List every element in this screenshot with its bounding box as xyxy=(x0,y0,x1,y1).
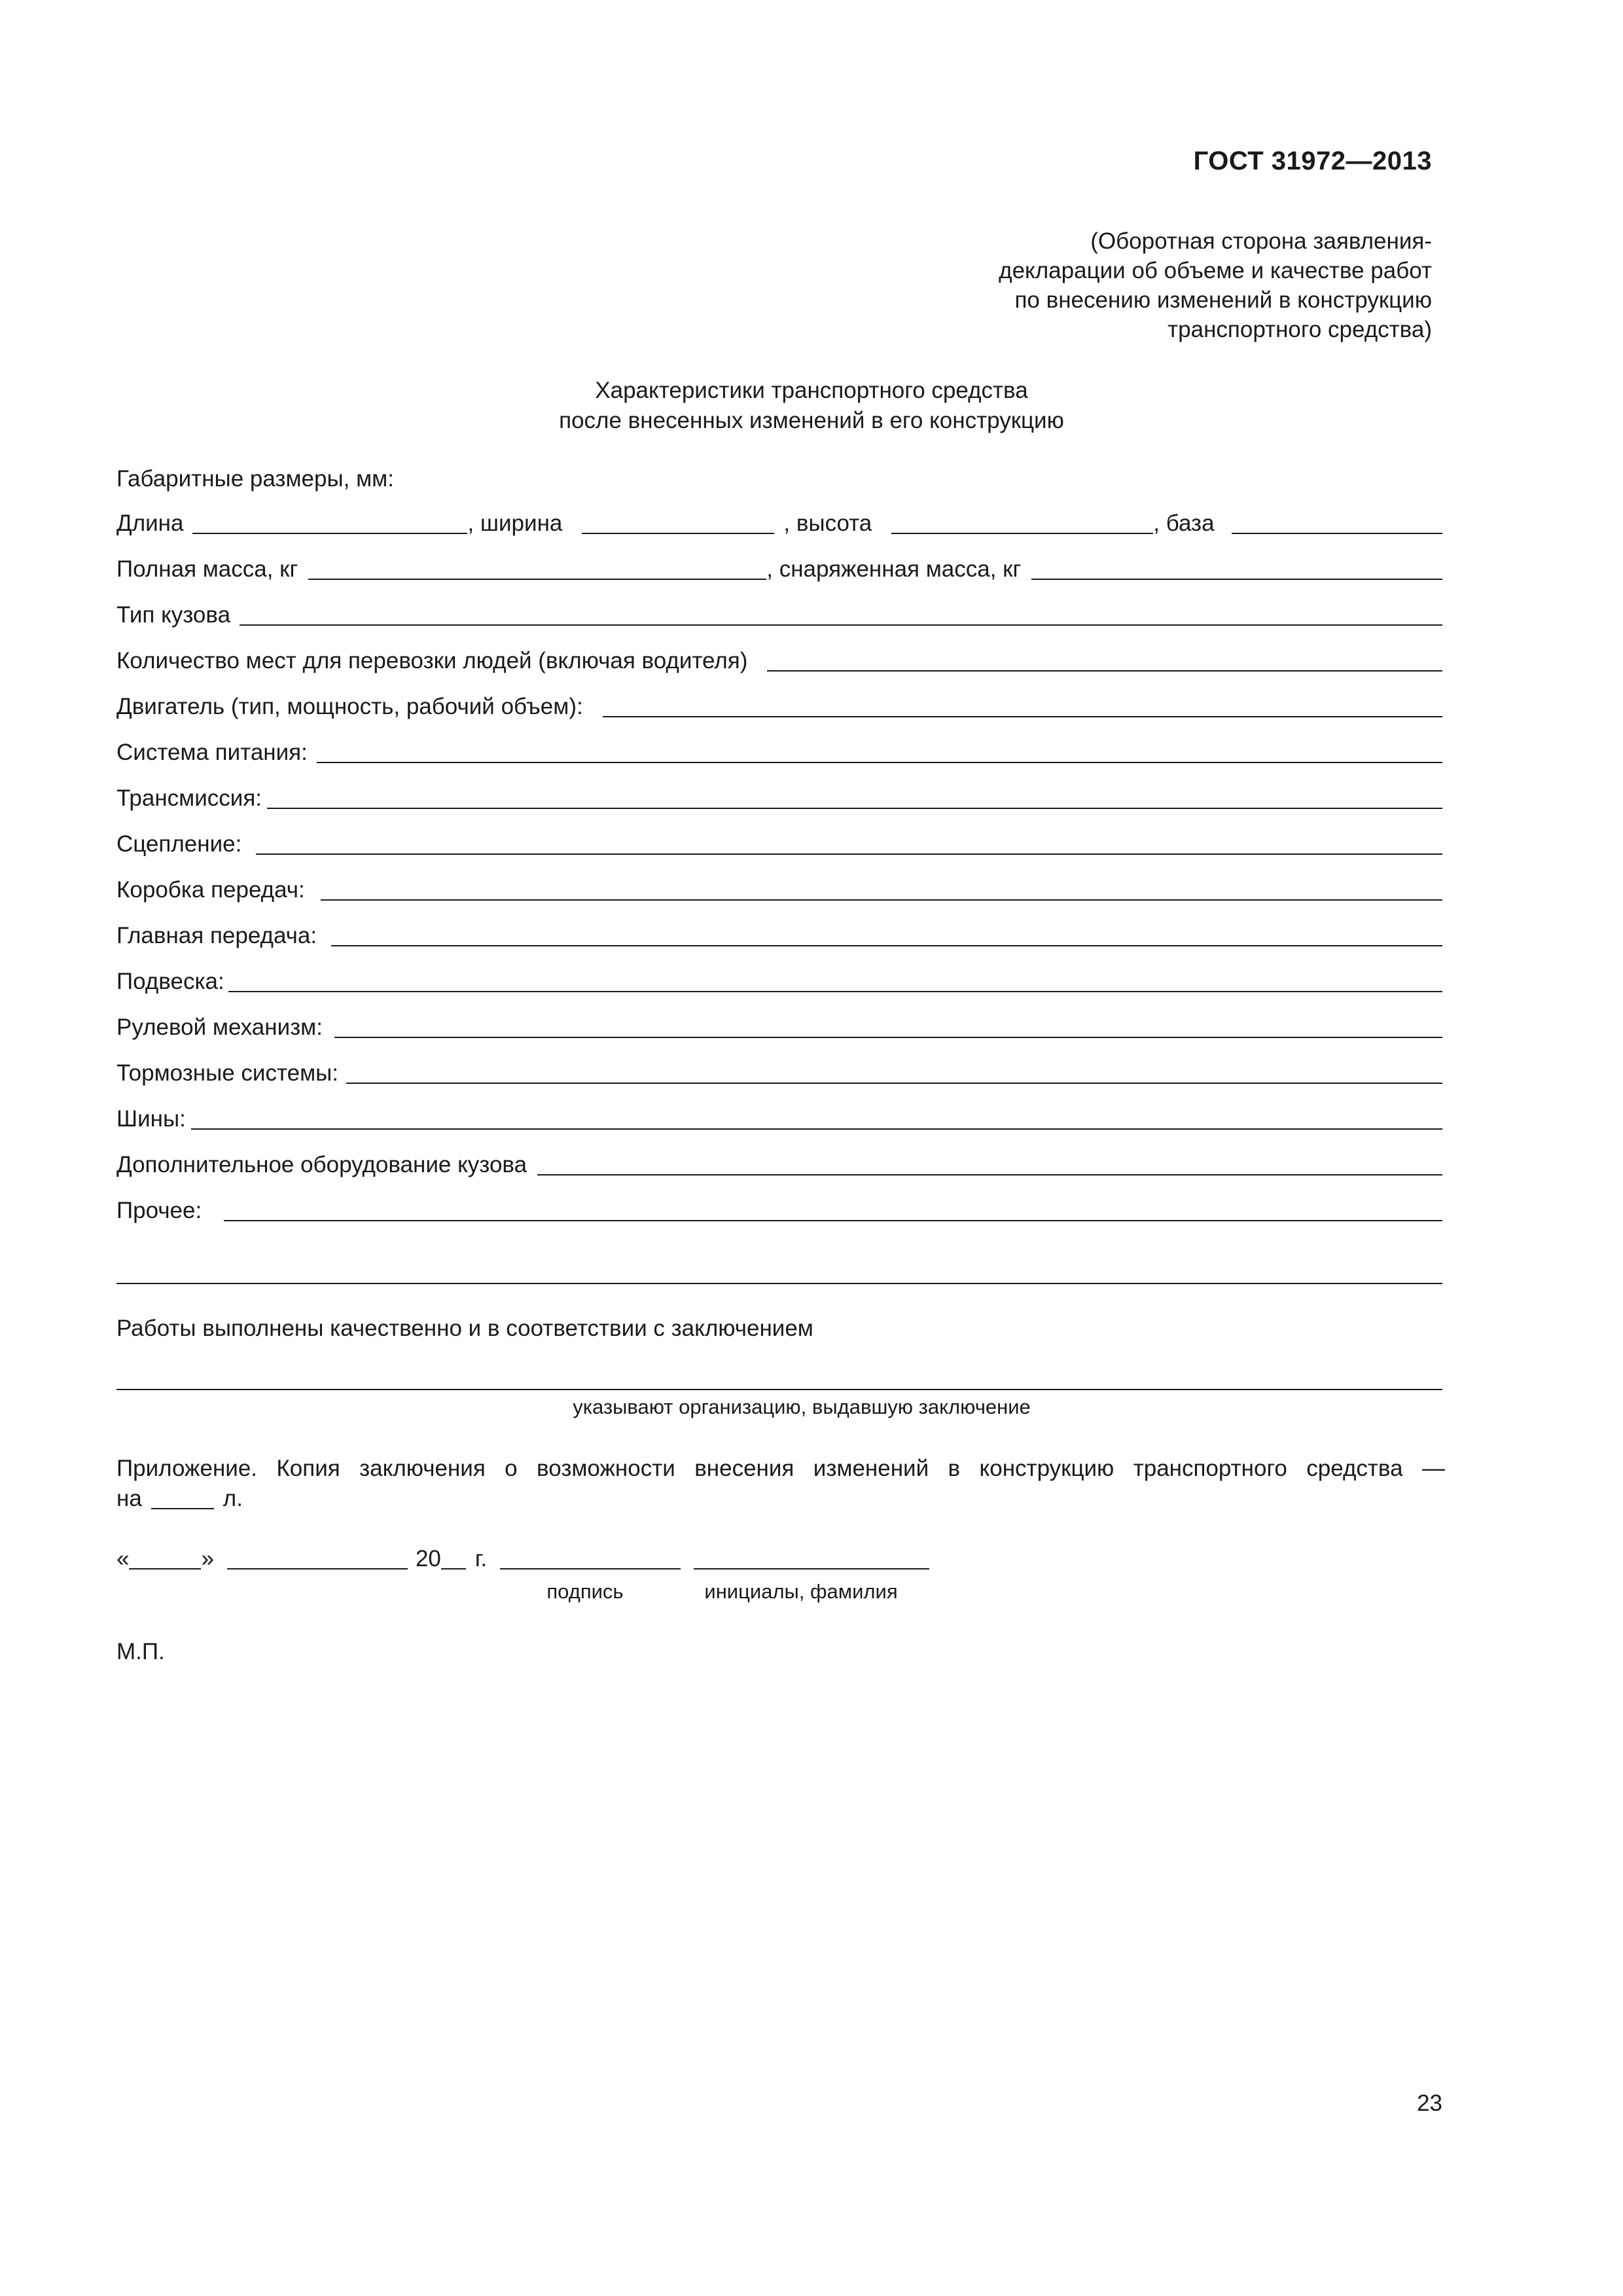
field-final-drive xyxy=(116,923,1442,949)
sheets-count-field[interactable] xyxy=(151,1508,214,1509)
title-line-1: Характеристики транспортного средства xyxy=(595,378,1028,403)
transmission-input[interactable] xyxy=(267,808,1442,809)
full-mass-field[interactable] xyxy=(308,579,766,580)
standard-code: ГОСТ 31972—2013 xyxy=(1193,147,1432,175)
month-field[interactable] xyxy=(227,1568,408,1570)
field-label: Двигатель (тип, мощность, рабочий объем): xyxy=(116,694,583,719)
field-transmission xyxy=(116,785,1442,812)
note-line: транспортного средства) xyxy=(1168,317,1432,342)
field-label: Рулевой механизм: xyxy=(116,1014,323,1040)
form-title xyxy=(0,376,1623,436)
gearbox-input[interactable] xyxy=(321,899,1442,901)
year-field[interactable] xyxy=(441,1568,466,1570)
note-line: (Оборотная сторона заявления- xyxy=(1090,228,1432,254)
curb-mass-label: , снаряженная масса, кг xyxy=(766,556,1022,582)
brakes-input[interactable] xyxy=(346,1083,1442,1084)
fuel-system-input[interactable] xyxy=(317,762,1442,763)
length-label: Длина xyxy=(116,511,184,536)
stamp-place: М.П. xyxy=(116,1639,165,1664)
length-field[interactable] xyxy=(192,533,467,534)
name-field[interactable] xyxy=(694,1568,929,1570)
organization-caption: указывают организацию, выдавшую заключение xyxy=(573,1395,1031,1418)
field-label: Шины: xyxy=(116,1106,186,1132)
organization-field[interactable] xyxy=(116,1389,1442,1390)
year-suffix: г. xyxy=(474,1546,488,1571)
field-steering xyxy=(116,1014,1442,1041)
field-label: Система питания: xyxy=(116,740,308,765)
field-label: Тип кузова xyxy=(116,602,231,628)
date-signature-row xyxy=(116,1546,935,1572)
field-label: Количество мест для перевозки людей (включая водителя) xyxy=(116,648,748,673)
sheets-prefix: на xyxy=(116,1486,142,1511)
base-label: , база xyxy=(1153,511,1215,536)
name-caption: инициалы, фамилия xyxy=(704,1580,898,1603)
field-engine xyxy=(116,694,1442,720)
field-label: Коробка передач: xyxy=(116,877,305,903)
field-label: Главная передача: xyxy=(116,923,317,948)
field-brakes xyxy=(116,1060,1442,1086)
field-clutch xyxy=(116,831,1442,857)
field-label: Прочее: xyxy=(116,1198,202,1223)
works-statement: Работы выполнены качественно и в соответствии с заключением xyxy=(116,1316,813,1341)
body-type-input[interactable] xyxy=(240,624,1442,626)
open-quote: « xyxy=(116,1546,130,1571)
signature-caption: подпись xyxy=(546,1580,624,1603)
field-label: Подвеска: xyxy=(116,969,224,994)
steering-input[interactable] xyxy=(334,1037,1442,1038)
field-fuel-system xyxy=(116,740,1442,766)
suspension-input[interactable] xyxy=(228,991,1442,992)
form-note xyxy=(843,226,1432,344)
width-field[interactable] xyxy=(582,533,774,534)
mass-row xyxy=(116,556,1442,583)
field-extra-equipment xyxy=(116,1152,1442,1178)
final-drive-input[interactable] xyxy=(331,945,1442,946)
other-input[interactable] xyxy=(224,1220,1442,1221)
field-label: Сцепление: xyxy=(116,831,242,857)
tires-input[interactable] xyxy=(191,1128,1442,1130)
base-field[interactable] xyxy=(1232,533,1442,534)
clutch-input[interactable] xyxy=(256,853,1442,855)
close-quote: » xyxy=(201,1546,214,1571)
sheets-suffix: л. xyxy=(223,1486,243,1511)
width-label: , ширина xyxy=(467,511,563,536)
dimensions-row xyxy=(116,511,1442,537)
field-other xyxy=(116,1198,1442,1224)
field-body-type xyxy=(116,602,1442,628)
other-input-line-2[interactable] xyxy=(116,1283,1442,1284)
page-number: 23 xyxy=(1417,2090,1442,2116)
title-line-2: после внесенных изменений в его конструкцию xyxy=(559,408,1064,433)
appendix-sheets-row xyxy=(116,1486,444,1512)
field-tires xyxy=(116,1106,1442,1132)
curb-mass-field[interactable] xyxy=(1031,579,1442,580)
note-line: по внесению изменений в конструкцию xyxy=(1014,287,1432,313)
appendix-text: Приложение. Копия заключения о возможности внесения изменений в конструкцию транспортного средства — xyxy=(116,1456,1445,1481)
seats-input[interactable] xyxy=(767,670,1442,672)
field-seats xyxy=(116,648,1442,674)
field-suspension xyxy=(116,969,1442,995)
note-line: декларации об объеме и качестве работ xyxy=(999,258,1432,283)
extra-equipment-input[interactable] xyxy=(537,1174,1442,1175)
height-label: , высота xyxy=(783,511,872,536)
height-field[interactable] xyxy=(891,533,1153,534)
field-label: Трансмиссия: xyxy=(116,785,262,811)
field-gearbox xyxy=(116,877,1442,903)
day-field[interactable] xyxy=(129,1568,201,1570)
full-mass-label: Полная масса, кг xyxy=(116,556,298,582)
year-prefix: 20 xyxy=(415,1546,441,1571)
field-label: Тормозные системы: xyxy=(116,1060,339,1086)
signature-field[interactable] xyxy=(500,1568,681,1570)
engine-input[interactable] xyxy=(603,716,1442,717)
dimensions-heading: Габаритные размеры, мм: xyxy=(116,466,394,492)
field-label: Дополнительное оборудование кузова xyxy=(116,1152,527,1177)
